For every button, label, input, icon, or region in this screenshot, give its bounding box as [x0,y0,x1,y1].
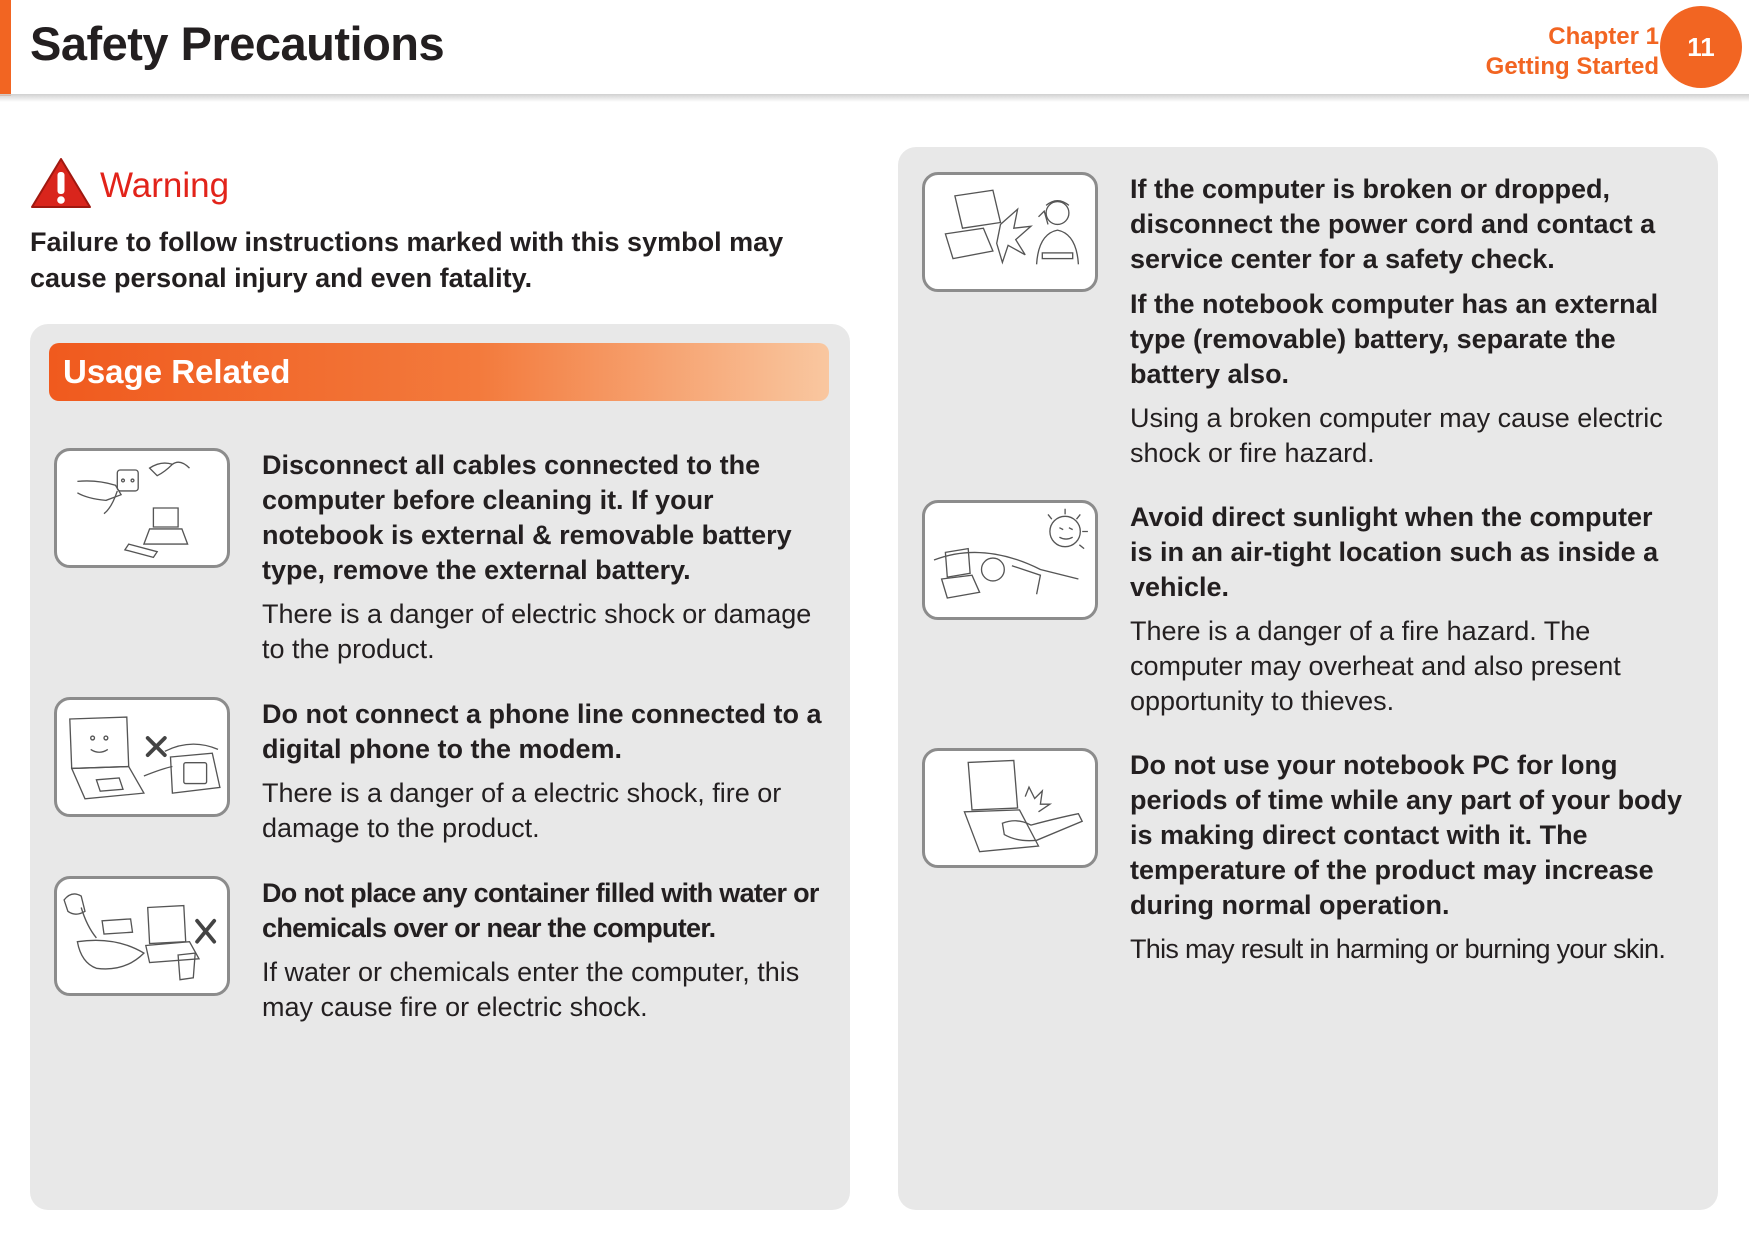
header-divider [0,94,1749,102]
chapter-number: Chapter 1 [1548,23,1659,50]
water-spill-icon [54,876,230,996]
warning-label: Warning [100,165,230,205]
dropped-computer-icon [922,172,1098,292]
section-header: Usage Related [49,343,829,401]
header-accent-bar [0,0,11,96]
item-description: There is a danger of a electric shock, fire or damage to the product. [262,778,782,843]
warning-description: Failure to follow instructions marked with this symbol may cause personal injury and even fatality. [30,227,784,293]
item-description: There is a danger of electric shock or damage to the product. [262,599,812,664]
item-description: If water or chemicals enter the computer, this may cause fire or electric shock. [262,957,800,1022]
item-title: If the computer is broken or dropped, disconnect the power cord and contact a service center for a safety check. [1130,174,1656,274]
chapter-label [1486,22,1659,82]
warning-triangle-icon [30,156,92,215]
page-title: Safety Precautions [30,17,445,70]
item-title-secondary: If the notebook computer has an external type (removable) battery, separate the battery also. [1130,289,1659,389]
item-description: This may result in harming or burning your skin. [1130,934,1666,964]
item-description: Using a broken computer may cause electric shock or fire hazard. [1130,403,1663,468]
item-description: There is a danger of a fire hazard. The computer may overheat and also present opportunity to thieves. [1130,616,1621,716]
unplug-cables-icon [54,448,230,568]
item-title: Do not connect a phone line connected to a digital phone to the modem. [262,699,822,764]
item-title: Do not place any container filled with water or chemicals over or near the computer. [262,878,819,943]
hand-on-computer-icon [922,748,1098,868]
warning-heading [30,156,229,215]
chapter-title: Getting Started [1485,53,1659,80]
phone-line-modem-icon [54,697,230,817]
item-title: Disconnect all cables connected to the computer before cleaning it. If your notebook is external & removable battery type, remove the external battery. [262,450,792,585]
item-title: Avoid direct sunlight when the computer is in an air-tight location such as inside a vehicle. [1130,502,1659,602]
page-number-badge: 11 [1660,6,1742,88]
car-sunlight-icon [922,500,1098,620]
item-title: Do not use your notebook PC for long periods of time while any part of your body is making direct contact with it. The temperature of the product may increase during normal operation. [1130,750,1683,920]
